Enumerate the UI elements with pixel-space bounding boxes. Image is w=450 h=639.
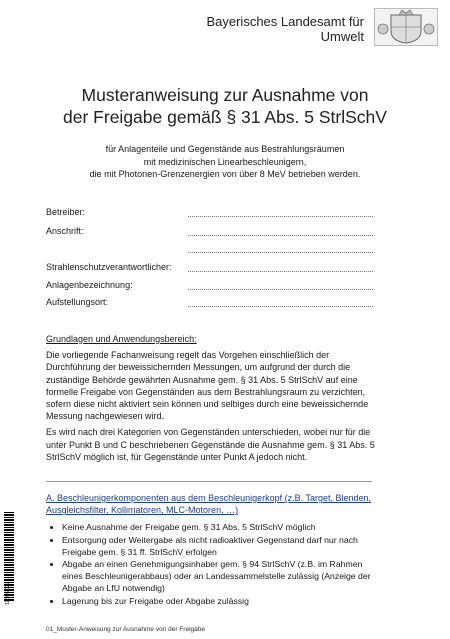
subtitle-line-3: die mit Photonen-Grenzenergien von über 8 MeV betrieben werden. [89, 169, 361, 179]
coat-of-arms-logo [374, 8, 438, 46]
section-divider [46, 481, 372, 482]
field-anlagen[interactable] [188, 280, 373, 290]
bullet-item: • Keine Ausnahme der Freigabe gem. § 31 Abs. 5 StrlSchV möglich [62, 521, 376, 533]
section-a-heading: A. Beschleunigerkomponenten aus dem Beschleunigerkopf (z.B. Target, Blenden, Ausgleichsfilter, Kollimatoren, MLC-Motoren, …) [46, 493, 372, 516]
section-a [46, 492, 376, 607]
subtitle-line-1: für Anlagenteile und Gegenstände aus Bestrahlungsräumen [105, 144, 345, 154]
field-anschrift-line-1[interactable] [188, 226, 373, 236]
document-title [0, 84, 450, 128]
field-anschrift-line-2[interactable] [188, 243, 373, 253]
section-grundlagen [46, 333, 376, 463]
label-aufstellung: Aufstellungsort: [46, 297, 109, 307]
section-a-bullets [46, 521, 376, 606]
field-aufstellung[interactable] [188, 297, 373, 307]
grundlagen-heading: Grundlagen und Anwendungsbereich: [46, 334, 197, 344]
bullet-item: • Entsorgung oder Weitergabe als nicht radioaktiver Gegenstand darf nur nach Freigabe gem. § 31 ff. StrlSchV erfolgen [62, 534, 376, 558]
bullet-item: • Abgabe an einen Genehmigungsinhaber gem. § 94 StrlSchV (z.B. im Rahmen eines Beschleunigerabbaus) oder an Landessammelstelle zulässig (Anzeige der Abgabe an LfU notwendig) [62, 558, 376, 595]
field-betreiber[interactable] [188, 207, 373, 217]
subtitle-line-2: mit medizinischen Linearbeschleunigern, [143, 156, 307, 167]
footer-text: 01_Muster-Anweisung zur Ausnahme von der Freigabe [46, 626, 205, 633]
organization-name [206, 14, 364, 44]
field-strahlenschutz[interactable] [188, 262, 373, 272]
side-code: 1166/2022 [5, 581, 11, 605]
bullet-item: • Lagerung bis zur Freigabe oder Abgabe zulässig [62, 595, 376, 607]
grundlagen-paragraph-1: Die vorliegende Fachanweisung regelt das Vorgehen einschließlich der Durchführung der beweissichernden Messungen, um aufgrund der durch die zuständige Behörde gewährten Ausnahme gem. § 31 Abs. 5 StrlSchV auf eine formelle Freigabe von Gegenständen aus dem Bestrahlungsraum zu verzichten, sofern diese nicht aktiviert sein können und selbiges durch eine beweissichernde Messung nachgewiesen wird. [46, 350, 369, 422]
grundlagen-paragraph-2: Es wird nach drei Kategorien von Gegenständen unterschieden, wobei nur für die unter Punkt B und C beschriebenen Gegenstände die Ausnahme gem. § 31 Abs. 5 StrlSchV möglich ist, für Gegenstände unter Punkt A jedoch nicht. [46, 427, 375, 462]
label-strahlenschutz: Strahlenschutzverantwortlicher: [46, 262, 172, 272]
label-anlagen: Anlagenbezeichnung: [46, 280, 133, 290]
org-line-1: Bayerisches Landesamt für [206, 14, 364, 29]
org-line-2: Umwelt [320, 29, 364, 44]
document-subtitle [0, 143, 450, 181]
label-anschrift: Anschrift: [46, 226, 84, 236]
title-line-1: Musteranweisung zur Ausnahme von [81, 85, 369, 105]
label-betreiber: Betreiber: [46, 207, 86, 217]
title-line-2: der Freigabe gemäß § 31 Abs. 5 StrlSchV [63, 107, 387, 127]
